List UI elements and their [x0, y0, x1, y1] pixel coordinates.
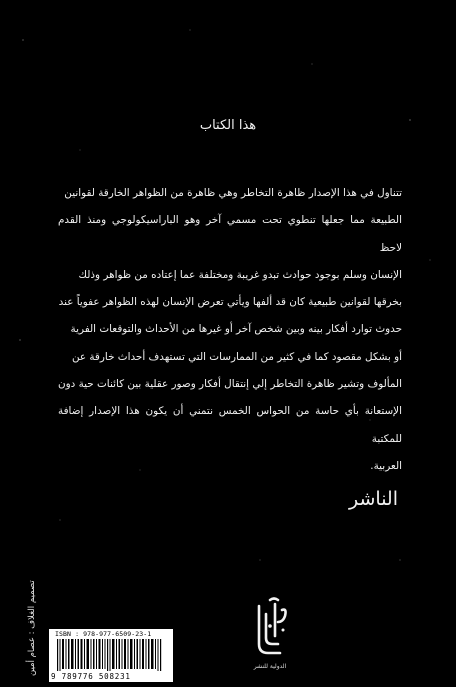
publisher-name: الدولية للنشر — [253, 663, 287, 670]
publisher-logo — [240, 596, 300, 686]
blurb-text — [58, 180, 402, 480]
blurb-line: العربية. — [370, 459, 402, 472]
publisher-calligraphy-logo-icon — [240, 596, 300, 662]
blurb-line: الإنسان وسلم بوجود حوادث تبدو غريبة ومختلفة عما إعتاده من ظواهر وذلك — [78, 268, 402, 281]
publisher-signature: الناشر — [349, 488, 398, 510]
blurb-line: بخرقها لقوانين طبيعية كان قد ألفها ويأتي تعرض الإنسان لهذه الظواهر عفوياً عند — [58, 296, 402, 309]
blurb-line: أو بشكل مقصود كما في كثير من الممارسات التي تستهدف أحداث خارقة عن — [71, 350, 402, 363]
blurb-line: حدوث توارد أفكار بينه وبين شخص آخر أو غيرها من الأحداث والتوقعات الفرية — [70, 323, 402, 336]
cover-design-credit: تصميم الغلاف : عصام أمين — [27, 580, 37, 676]
blurb-line: تتناول في هذا الإصدار ظاهرة التخاطر وهي ظاهرة من الظواهر الخارقة لقوانين — [64, 187, 402, 199]
blurb-line: المألوف وتشير ظاهرة التخاطر إلي إنتقال أفكار وصور عقلية بين كائنات حية دون — [57, 378, 402, 391]
blurb-line: الإستعانة بأي حاسة من الحواس الخمس نتمني أن يكون هذا الإصدار إضافة للمكتبة — [58, 405, 402, 445]
blurb-line: الطبيعة مما جعلها تنطوي تحت مسمي آخر وهو الباراسيكولوجي ومنذ القدم لاحظ — [58, 214, 402, 254]
barcode-number: 9 789776 508231 — [51, 672, 131, 681]
isbn-barcode — [49, 629, 173, 682]
barcode-bars — [57, 639, 165, 671]
isbn-label: ISBN : 978-977-6509-23-1 — [55, 630, 152, 638]
section-heading: هذا الكتاب — [199, 118, 257, 133]
